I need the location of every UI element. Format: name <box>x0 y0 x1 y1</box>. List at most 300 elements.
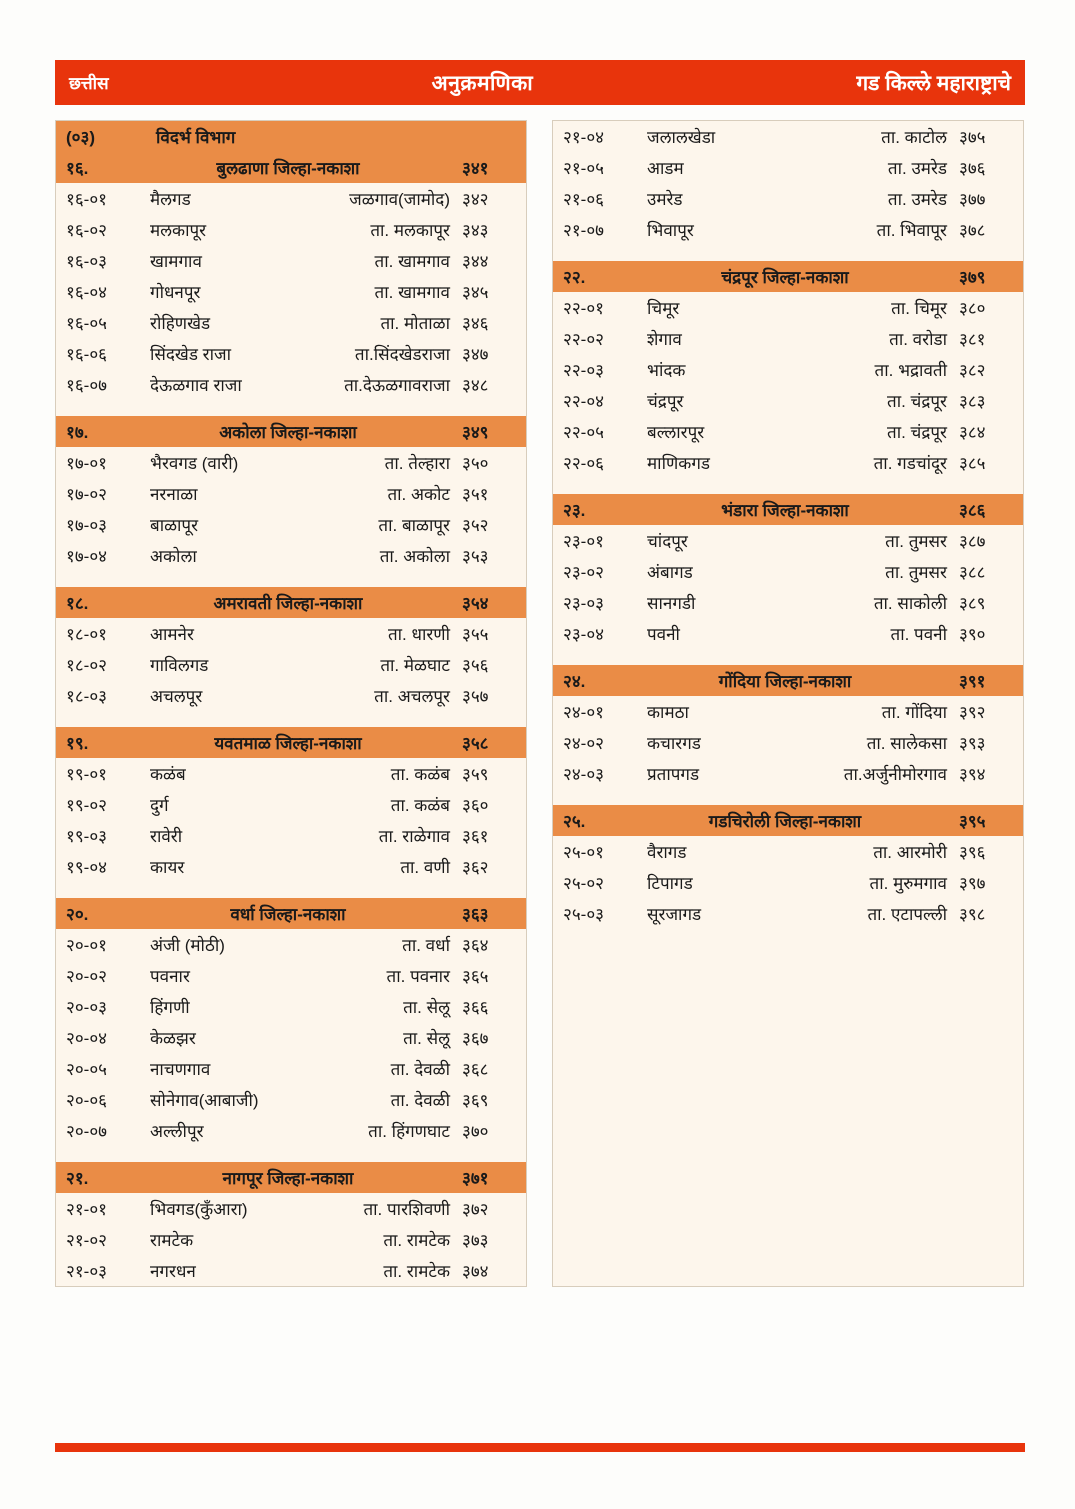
entry-fort-name: नरनाळा <box>150 485 198 504</box>
section-title: विदर्भ विभाग <box>156 128 236 147</box>
entry-number: २२-०५ <box>563 423 605 442</box>
entry-fort-name: पवनार <box>150 967 190 986</box>
entry-number: १९-०४ <box>66 858 108 877</box>
entry-number: १६-०३ <box>66 252 108 271</box>
entry-fort-name: देऊळगाव राजा <box>150 376 242 395</box>
entry-page-number: ३५१ <box>462 485 489 504</box>
entry-taluka: ता. एटापल्ली <box>867 905 947 924</box>
index-entry-row[interactable] <box>553 416 1023 447</box>
index-entry-row[interactable] <box>553 587 1023 618</box>
entry-number: २१-०७ <box>563 221 605 240</box>
entry-page-number: ३५३ <box>462 547 489 566</box>
entry-fort-name: पवनी <box>647 625 680 644</box>
entry-taluka: ता. पारशिवणी <box>363 1200 450 1219</box>
entry-taluka: ता. चंद्रपूर <box>887 423 947 442</box>
entry-number: १७-०१ <box>66 454 108 473</box>
entry-number: २०-०५ <box>66 1060 108 1079</box>
entry-fort-name: भिवापूर <box>647 221 694 240</box>
entry-fort-name: आडम <box>647 159 684 178</box>
entry-fort-name: गोधनपूर <box>150 283 201 302</box>
index-entry-row[interactable] <box>56 447 526 478</box>
entry-fort-name: अकोला <box>150 547 197 566</box>
index-entry-row[interactable] <box>553 867 1023 898</box>
index-entry-row[interactable] <box>56 1084 526 1115</box>
entry-taluka: ता. काटोल <box>881 128 947 147</box>
index-entry-row[interactable] <box>553 292 1023 323</box>
entry-fort-name: प्रतापगड <box>647 765 700 784</box>
index-entry-row[interactable] <box>56 680 526 711</box>
entry-page-number: ३६७ <box>462 1029 489 1048</box>
entry-page-number: ३८४ <box>959 423 986 442</box>
entry-page-number: ३७४ <box>462 1262 489 1281</box>
page-header-bar <box>55 60 1025 105</box>
index-entry-row[interactable] <box>553 618 1023 649</box>
section-title: बुलढाणा जिल्हा-नकाशा <box>216 159 360 178</box>
entry-page-number: ३४६ <box>462 314 489 333</box>
entry-number: १६-०५ <box>66 314 108 333</box>
entry-number: २४-०१ <box>563 703 605 722</box>
column-filler <box>553 929 1023 1286</box>
section-header-row[interactable] <box>56 152 526 183</box>
entry-fort-name: बल्लारपूर <box>647 423 705 442</box>
entry-number: २३-०३ <box>563 594 605 613</box>
entry-taluka: ता.सिंदखेडराजा <box>354 345 450 364</box>
entry-fort-name: मैलगड <box>150 190 191 209</box>
entry-taluka: ता. अकोला <box>379 547 450 566</box>
entry-taluka: ता. तुमसर <box>885 532 947 551</box>
entry-taluka: ता. अचलपूर <box>374 687 450 706</box>
entry-page-number: ३५२ <box>462 516 489 535</box>
index-entry-row[interactable] <box>553 898 1023 929</box>
index-entry-row[interactable] <box>553 385 1023 416</box>
section-number: २३. <box>563 501 586 520</box>
entry-taluka: ता. सालेकसा <box>866 734 947 753</box>
section-page-number: ३५४ <box>462 594 489 613</box>
section-number: २४. <box>563 672 586 691</box>
entry-fort-name: सोनेगाव(आबाजी) <box>150 1091 259 1110</box>
entry-page-number: ३८५ <box>959 454 986 473</box>
entry-taluka: ता. पवनी <box>890 625 947 644</box>
entry-page-number: ३७८ <box>959 221 986 240</box>
entry-taluka: ता. सेलू <box>403 998 450 1017</box>
entry-fort-name: अंजी (मोठी) <box>150 936 225 955</box>
index-entry-row[interactable] <box>56 929 526 960</box>
entry-fort-name: अल्लीपूर <box>150 1122 204 1141</box>
entry-page-number: ३९० <box>959 625 986 644</box>
entry-fort-name: बाळापूर <box>150 516 199 535</box>
entry-taluka: ता. देवळी <box>390 1060 450 1079</box>
entry-page-number: ३५७ <box>462 687 489 706</box>
entry-page-number: ३९४ <box>959 765 986 784</box>
section-page-number: ३९१ <box>959 672 986 691</box>
index-entry-row[interactable] <box>56 649 526 680</box>
header-title: अनुक्रमणिका <box>431 71 534 95</box>
entry-number: २४-०२ <box>563 734 605 753</box>
entry-number: १७-०३ <box>66 516 108 535</box>
index-entry-row[interactable] <box>553 354 1023 385</box>
index-entry-row[interactable] <box>56 307 526 338</box>
entry-fort-name: वैरागड <box>647 843 687 862</box>
section-number: २५. <box>563 812 586 831</box>
entry-fort-name: अचलपूर <box>150 687 203 706</box>
entry-page-number: ३५५ <box>462 625 489 644</box>
entry-number: २१-०४ <box>563 128 605 147</box>
entry-page-number: ३९३ <box>959 734 986 753</box>
entry-page-number: ३४३ <box>462 221 489 240</box>
index-entry-row[interactable] <box>553 183 1023 214</box>
entry-page-number: ३५० <box>462 454 489 473</box>
section-header-row[interactable] <box>56 898 526 929</box>
index-entry-row[interactable] <box>56 758 526 789</box>
index-entry-row[interactable] <box>56 369 526 400</box>
entry-fort-name: सूरजागड <box>647 905 702 924</box>
entry-page-number: ३५६ <box>462 656 489 675</box>
entry-page-number: ३८८ <box>959 563 986 582</box>
section-page-number: ३६३ <box>462 905 489 924</box>
index-columns <box>55 120 1025 1287</box>
entry-number: २२-०६ <box>563 454 605 473</box>
entry-fort-name: भैरवगड (वारी) <box>150 454 239 473</box>
entry-fort-name: आमनेर <box>150 625 194 644</box>
entry-page-number: ३७६ <box>959 159 986 178</box>
entry-number: २३-०२ <box>563 563 605 582</box>
entry-fort-name: रामटेक <box>150 1231 194 1250</box>
index-entry-row[interactable] <box>56 1193 526 1224</box>
row-spacer <box>553 649 1023 665</box>
entry-number: २५-०१ <box>563 843 605 862</box>
entry-page-number: ३४४ <box>462 252 489 271</box>
entry-page-number: ३९२ <box>959 703 986 722</box>
entry-taluka: ता. सेलू <box>403 1029 450 1048</box>
entry-page-number: ३६० <box>462 796 489 815</box>
entry-taluka: ता. वणी <box>400 858 450 877</box>
entry-number: २२-०३ <box>563 361 605 380</box>
entry-number: २४-०३ <box>563 765 605 784</box>
row-spacer <box>553 245 1023 261</box>
entry-taluka: ता. खामगाव <box>374 283 450 302</box>
entry-page-number: ३७५ <box>959 128 986 147</box>
row-spacer <box>56 711 526 727</box>
entry-fort-name: चंद्रपूर <box>647 392 684 411</box>
entry-number: २३-०४ <box>563 625 605 644</box>
entry-taluka: ता. उमरेड <box>887 190 947 209</box>
entry-page-number: ३८९ <box>959 594 986 613</box>
entry-taluka: ता. बाळापूर <box>378 516 450 535</box>
entry-taluka: ता. मेळघाट <box>380 656 450 675</box>
section-number: (०३) <box>66 128 96 147</box>
section-header-row[interactable] <box>56 121 526 152</box>
entry-fort-name: नाचणगाव <box>150 1060 211 1079</box>
section-number: १८. <box>66 594 89 613</box>
entry-page-number: ३६६ <box>462 998 489 1017</box>
section-number: २०. <box>66 905 89 924</box>
entry-page-number: ३६४ <box>462 936 489 955</box>
entry-taluka: ता. राळेगाव <box>378 827 450 846</box>
section-header-row[interactable] <box>56 1162 526 1193</box>
section-page-number: ३७१ <box>462 1169 489 1188</box>
entry-page-number: ३८२ <box>959 361 986 380</box>
index-entry-row[interactable] <box>553 556 1023 587</box>
entry-taluka: ता. मुरुमगाव <box>869 874 947 893</box>
index-entry-row[interactable] <box>553 152 1023 183</box>
entry-taluka: ता. चंद्रपूर <box>887 392 947 411</box>
entry-taluka: ता. खामगाव <box>374 252 450 271</box>
index-entry-row[interactable] <box>56 960 526 991</box>
index-entry-row[interactable] <box>56 183 526 214</box>
index-entry-row[interactable] <box>56 1255 526 1286</box>
section-number: २२. <box>563 268 586 287</box>
entry-fort-name: मलकापूर <box>150 221 207 240</box>
header-book-title: गड किल्ले महाराष्ट्राचे <box>856 71 1011 95</box>
entry-fort-name: दुर्ग <box>150 796 169 815</box>
section-page-number: ३४९ <box>462 423 489 442</box>
entry-number: १७-०२ <box>66 485 108 504</box>
entry-number: २०-०६ <box>66 1091 108 1110</box>
section-header-row[interactable] <box>553 805 1023 836</box>
entry-number: २०-०२ <box>66 967 108 986</box>
entry-page-number: ३६८ <box>462 1060 489 1079</box>
row-spacer <box>56 882 526 898</box>
entry-taluka: ता. मोताळा <box>380 314 450 333</box>
index-entry-row[interactable] <box>56 214 526 245</box>
entry-fort-name: शेगाव <box>647 330 682 349</box>
index-column-left <box>55 120 527 1287</box>
entry-number: २२-०१ <box>563 299 605 318</box>
index-entry-row[interactable] <box>56 1022 526 1053</box>
entry-taluka: ता. गोंदिया <box>881 703 947 722</box>
entry-page-number: ३६९ <box>462 1091 489 1110</box>
entry-number: १६-०२ <box>66 221 108 240</box>
index-entry-row[interactable] <box>553 323 1023 354</box>
entry-number: १८-०२ <box>66 656 108 675</box>
entry-number: १८-०१ <box>66 625 108 644</box>
entry-taluka: ता. रामटेक <box>383 1231 450 1250</box>
row-spacer <box>553 789 1023 805</box>
entry-page-number: ३४२ <box>462 190 489 209</box>
entry-taluka: ता. हिंगणघाट <box>368 1122 450 1141</box>
entry-page-number: ३८१ <box>959 330 986 349</box>
entry-taluka: ता. अकोट <box>387 485 450 504</box>
entry-taluka: ता. आरमोरी <box>873 843 947 862</box>
index-entry-row[interactable] <box>56 540 526 571</box>
entry-page-number: ३७२ <box>462 1200 489 1219</box>
section-number: १६. <box>66 159 89 178</box>
index-entry-row[interactable] <box>553 758 1023 789</box>
entry-number: २०-०७ <box>66 1122 108 1141</box>
entry-page-number: ३४५ <box>462 283 489 302</box>
row-spacer <box>553 478 1023 494</box>
entry-fort-name: जलालखेडा <box>647 128 716 147</box>
entry-fort-name: केळझर <box>150 1029 196 1048</box>
index-entry-row[interactable] <box>56 820 526 851</box>
entry-number: १९-०२ <box>66 796 108 815</box>
entry-fort-name: रोहिणखेड <box>150 314 211 333</box>
entry-page-number: ३९८ <box>959 905 986 924</box>
section-title: नागपूर जिल्हा-नकाशा <box>222 1169 354 1188</box>
entry-fort-name: चांदपूर <box>647 532 688 551</box>
entry-number: २०-०४ <box>66 1029 108 1048</box>
entry-number: २३-०१ <box>563 532 605 551</box>
entry-page-number: ३७७ <box>959 190 986 209</box>
entry-fort-name: सानगडी <box>647 594 696 613</box>
section-title: अमरावती जिल्हा-नकाशा <box>213 594 363 613</box>
entry-fort-name: चिमूर <box>647 299 680 318</box>
entry-fort-name: हिंगणी <box>150 998 190 1017</box>
index-entry-row[interactable] <box>56 276 526 307</box>
section-page-number: ३५८ <box>462 734 489 753</box>
entry-fort-name: खामगाव <box>150 252 202 271</box>
index-entry-row[interactable] <box>56 1224 526 1255</box>
section-header-row[interactable] <box>56 587 526 618</box>
entry-taluka: ता. वरोडा <box>889 330 947 349</box>
entry-taluka: ता. रामटेक <box>383 1262 450 1281</box>
index-entry-row[interactable] <box>56 338 526 369</box>
entry-taluka: ता. मलकापूर <box>370 221 450 240</box>
entry-number: २५-०३ <box>563 905 605 924</box>
entry-taluka: ता. साकोली <box>873 594 947 613</box>
header-page-number: छत्तीस <box>69 74 109 93</box>
section-number: १९. <box>66 734 89 753</box>
entry-number: १६-०६ <box>66 345 108 364</box>
entry-page-number: ३९६ <box>959 843 986 862</box>
section-title: यवतमाळ जिल्हा-नकाशा <box>214 734 362 753</box>
section-number: १७. <box>66 423 89 442</box>
entry-taluka: ता. कळंब <box>390 796 450 815</box>
entry-taluka: ता.देऊळगावराजा <box>344 376 450 395</box>
entry-page-number: ३६१ <box>462 827 489 846</box>
entry-number: १६-०१ <box>66 190 108 209</box>
index-column-right <box>552 120 1024 1287</box>
entry-fort-name: सिंदखेड राजा <box>150 345 232 364</box>
entry-fort-name: माणिकगड <box>647 454 710 473</box>
entry-number: १७-०४ <box>66 547 108 566</box>
entry-number: २१-०३ <box>66 1262 108 1281</box>
entry-fort-name: कळंब <box>150 765 186 784</box>
row-spacer <box>56 1146 526 1162</box>
entry-number: २१-०५ <box>563 159 605 178</box>
entry-taluka: ता. कळंब <box>390 765 450 784</box>
entry-page-number: ३८० <box>959 299 986 318</box>
entry-taluka: ता. भिवापूर <box>876 221 947 240</box>
index-entry-row[interactable] <box>56 478 526 509</box>
entry-number: २५-०२ <box>563 874 605 893</box>
section-header-row[interactable] <box>553 494 1023 525</box>
index-entry-row[interactable] <box>553 696 1023 727</box>
entry-number: २१-०१ <box>66 1200 108 1219</box>
index-entry-row[interactable] <box>56 618 526 649</box>
entry-fort-name: टिपागड <box>647 874 693 893</box>
entry-page-number: ३८३ <box>959 392 986 411</box>
section-title: वर्धा जिल्हा-नकाशा <box>230 905 346 924</box>
section-number: २१. <box>66 1169 89 1188</box>
row-spacer <box>56 400 526 416</box>
index-entry-row[interactable] <box>553 121 1023 152</box>
entry-page-number: ३७३ <box>462 1231 489 1250</box>
entry-page-number: ३४७ <box>462 345 489 364</box>
entry-number: १६-०७ <box>66 376 108 395</box>
index-entry-row[interactable] <box>553 836 1023 867</box>
entry-page-number: ३७० <box>462 1122 489 1141</box>
entry-number: २०-०१ <box>66 936 108 955</box>
entry-fort-name: गाविलगड <box>150 656 209 675</box>
entry-fort-name: कचारगड <box>647 734 701 753</box>
entry-taluka: ता. चिमूर <box>891 299 947 318</box>
index-entry-row[interactable] <box>56 509 526 540</box>
entry-taluka: ता. तेल्हारा <box>384 454 450 473</box>
entry-taluka: ता. वर्धा <box>402 936 450 955</box>
entry-fort-name: उमरेड <box>647 190 683 209</box>
row-spacer <box>56 571 526 587</box>
entry-fort-name: भांदक <box>647 361 686 380</box>
entry-number: २१-०२ <box>66 1231 108 1250</box>
entry-page-number: ३६५ <box>462 967 489 986</box>
index-entry-row[interactable] <box>56 245 526 276</box>
index-entry-row[interactable] <box>553 525 1023 556</box>
section-title: गोंदिया जिल्हा-नकाशा <box>718 672 852 691</box>
index-entry-row[interactable] <box>56 789 526 820</box>
entry-page-number: ३५९ <box>462 765 489 784</box>
entry-fort-name: कायर <box>150 858 185 877</box>
entry-taluka: ता. देवळी <box>390 1091 450 1110</box>
entry-number: २१-०६ <box>563 190 605 209</box>
section-page-number: ३८६ <box>959 501 986 520</box>
section-header-row[interactable] <box>56 727 526 758</box>
entry-taluka: ता. तुमसर <box>885 563 947 582</box>
entry-fort-name: नगरधन <box>150 1262 196 1281</box>
section-header-row[interactable] <box>56 416 526 447</box>
index-entry-row[interactable] <box>553 447 1023 478</box>
entry-taluka: ता. पवनार <box>386 967 450 986</box>
section-title: गडचिरोली जिल्हा-नकाशा <box>708 812 862 831</box>
entry-taluka: ता. उमरेड <box>887 159 947 178</box>
entry-taluka: ता. भद्रावती <box>874 361 947 380</box>
section-page-number: ३९५ <box>959 812 986 831</box>
entry-page-number: ३६२ <box>462 858 489 877</box>
section-page-number: ३४१ <box>462 159 489 178</box>
section-title: अकोला जिल्हा-नकाशा <box>219 423 357 442</box>
entry-fort-name: भिवगड(कुँआरा) <box>150 1200 248 1219</box>
section-title: भंडारा जिल्हा-नकाशा <box>721 501 849 520</box>
entry-page-number: ३४८ <box>462 376 489 395</box>
entry-page-number: ३९७ <box>959 874 986 893</box>
index-entry-row[interactable] <box>56 1053 526 1084</box>
entry-number: २०-०३ <box>66 998 108 1017</box>
index-entry-row[interactable] <box>56 851 526 882</box>
section-page-number: ३७९ <box>959 268 986 287</box>
entry-fort-name: अंबागड <box>647 563 693 582</box>
section-title: चंद्रपूर जिल्हा-नकाशा <box>721 268 849 287</box>
section-header-row[interactable] <box>553 261 1023 292</box>
index-entry-row[interactable] <box>56 1115 526 1146</box>
index-entry-row[interactable] <box>56 991 526 1022</box>
index-entry-row[interactable] <box>553 727 1023 758</box>
entry-taluka: ता. गडचांदूर <box>873 454 947 473</box>
section-header-row[interactable] <box>553 665 1023 696</box>
entry-fort-name: रावेरी <box>150 827 183 846</box>
entry-page-number: ३८७ <box>959 532 986 551</box>
entry-fort-name: कामठा <box>647 703 689 722</box>
entry-number: २२-०२ <box>563 330 605 349</box>
entry-number: २२-०४ <box>563 392 605 411</box>
entry-taluka: ता.अर्जुनीमोरगाव <box>843 765 947 784</box>
entry-number: १९-०३ <box>66 827 108 846</box>
entry-taluka: जळगाव(जामोद) <box>349 190 450 209</box>
index-entry-row[interactable] <box>553 214 1023 245</box>
entry-number: १९-०१ <box>66 765 108 784</box>
entry-taluka: ता. धारणी <box>387 625 450 644</box>
footer-rule <box>55 1443 1025 1452</box>
entry-number: १६-०४ <box>66 283 108 302</box>
